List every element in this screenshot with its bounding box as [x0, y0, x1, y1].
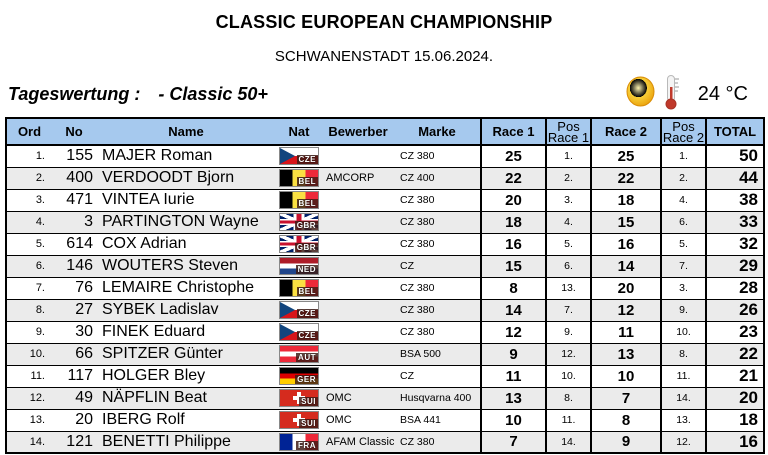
weather-info — [625, 74, 748, 115]
race2-points-cell: 11 — [591, 321, 661, 343]
race1-pos-cell: 6. — [546, 255, 591, 277]
flag-label: GBR — [296, 242, 316, 252]
race1-pos-cell: 8. — [546, 387, 591, 409]
nat-cell — [276, 167, 322, 189]
flag-icon — [279, 257, 319, 275]
race1-points-cell: 15 — [481, 255, 546, 277]
race1-points-cell: 10 — [481, 409, 546, 431]
flag-icon — [279, 147, 319, 165]
ord-cell: 12. — [29, 392, 45, 404]
rider-name-cell: LEMAIRE Christophe — [102, 279, 255, 296]
flag-icon — [279, 279, 319, 297]
no-cell: 76 — [75, 279, 93, 296]
table-row — [6, 211, 764, 233]
total-points-cell: 38 — [706, 189, 764, 211]
race2-points-cell: 16 — [591, 233, 661, 255]
table-row — [6, 233, 764, 255]
results-table — [5, 117, 765, 454]
ord-cell: 2. — [35, 172, 45, 184]
class-name: - Classic 50+ — [158, 83, 268, 104]
flag-triangle — [280, 148, 295, 164]
rider-name-cell: MAJER Roman — [102, 147, 213, 165]
race2-pos-cell: 5. — [661, 233, 706, 255]
section-header — [8, 78, 748, 110]
race1-points-cell: 13 — [481, 387, 546, 409]
pos2-header-line2: Race 2 — [662, 129, 705, 145]
col-header-race1: Race 1 — [481, 118, 546, 145]
col-header-bewerber: Bewerber — [322, 118, 394, 145]
marke-cell: BSA 441 — [400, 414, 441, 426]
total-points-cell: 32 — [706, 233, 764, 255]
marke-cell: CZ — [400, 370, 414, 382]
flag-label: AUT — [298, 352, 316, 362]
flag-label: SUI — [301, 396, 316, 406]
bewerber-cell: AMCORP — [326, 172, 375, 184]
race1-points-cell: 11 — [481, 365, 546, 387]
flag-label: FRA — [298, 440, 316, 450]
pos1-header-line2: Race 1 — [547, 129, 590, 145]
race2-points-cell: 8 — [591, 409, 661, 431]
race1-points-cell: 22 — [481, 167, 546, 189]
race1-pos-cell: 13. — [546, 277, 591, 299]
bewerber-cell: OMC — [326, 414, 352, 426]
col-header-name: Name — [96, 118, 276, 145]
race2-points-cell: 7 — [591, 387, 661, 409]
flag-icon — [279, 169, 319, 187]
flag-triangle — [280, 302, 295, 318]
no-cell: 146 — [66, 257, 93, 274]
nat-cell — [276, 321, 322, 343]
race2-pos-cell: 11. — [661, 365, 706, 387]
total-points-cell: 20 — [706, 387, 764, 409]
race1-pos-cell: 4. — [546, 211, 591, 233]
total-points-cell: 44 — [706, 167, 764, 189]
ord-cell: 5. — [35, 238, 45, 250]
nat-cell — [276, 387, 322, 409]
ord-cell: 9. — [35, 326, 45, 338]
ord-cell: 11. — [30, 370, 45, 382]
table-row — [6, 321, 764, 343]
flag-label: BEL — [298, 198, 316, 208]
marke-cell: CZ 380 — [400, 326, 435, 338]
marke-cell: CZ 380 — [400, 282, 435, 294]
no-cell: 400 — [66, 169, 93, 186]
table-row — [6, 167, 764, 189]
flag-label: CZE — [298, 155, 316, 165]
rider-name-cell: NÄPFLIN Beat — [102, 389, 207, 406]
race1-points-cell: 12 — [481, 321, 546, 343]
ord-cell: 10. — [29, 348, 45, 360]
pos2-header-line1: Pos — [672, 118, 695, 134]
nat-cell — [276, 255, 322, 277]
race2-points-cell: 22 — [591, 167, 661, 189]
col-header-ord: Ord — [6, 118, 52, 145]
no-cell: 20 — [75, 411, 93, 428]
race2-points-cell: 25 — [591, 145, 661, 167]
flag-label: GBR — [296, 220, 316, 230]
nat-cell — [276, 277, 322, 299]
rider-name-cell: IBERG Rolf — [102, 411, 185, 428]
total-points-cell: 22 — [706, 343, 764, 365]
no-cell: 614 — [66, 235, 93, 252]
nat-cell — [276, 233, 322, 255]
table-row — [6, 387, 764, 409]
race1-pos-cell: 10. — [546, 365, 591, 387]
total-points-cell: 29 — [706, 255, 764, 277]
race1-points-cell: 25 — [481, 145, 546, 167]
race2-pos-cell: 9. — [661, 299, 706, 321]
bewerber-cell — [322, 255, 394, 277]
table-row — [6, 409, 764, 431]
rider-name-cell: BENETTI Philippe — [102, 432, 231, 450]
no-cell: 66 — [75, 345, 93, 362]
no-cell: 121 — [66, 432, 93, 450]
ord-cell: 4. — [35, 216, 45, 228]
table-header-row — [6, 118, 764, 145]
flag-label: CZE — [298, 330, 316, 340]
bewerber-cell — [322, 277, 394, 299]
temperature-value: 24 °C — [697, 82, 748, 105]
race2-pos-cell: 14. — [661, 387, 706, 409]
marke-cell: CZ — [400, 260, 414, 272]
rider-name-cell: HOLGER Bley — [102, 367, 206, 384]
table-row — [6, 365, 764, 387]
marke-cell: CZ 380 — [400, 435, 435, 448]
flag-icon — [279, 433, 319, 451]
rider-name-cell: SYBEK Ladislav — [102, 301, 219, 318]
ord-cell: 3. — [35, 194, 45, 206]
col-header-no: No — [52, 118, 96, 145]
bewerber-cell: AFAM Classic — [326, 435, 394, 448]
no-cell: 49 — [75, 389, 93, 406]
rider-name-cell: PARTINGTON Wayne — [102, 213, 259, 230]
race2-points-cell: 13 — [591, 343, 661, 365]
col-header-race2: Race 2 — [591, 118, 661, 145]
table-row — [6, 431, 764, 453]
marke-cell: CZ 380 — [400, 238, 435, 250]
race1-pos-cell: 12. — [546, 343, 591, 365]
race2-pos-cell: 10. — [661, 321, 706, 343]
total-points-cell: 26 — [706, 299, 764, 321]
race2-points-cell: 9 — [591, 431, 661, 453]
ord-cell: 7. — [35, 282, 45, 294]
col-header-pos-race2 — [661, 118, 706, 145]
table-row — [6, 145, 764, 167]
race2-pos-cell: 8. — [661, 343, 706, 365]
flag-icon — [279, 213, 319, 231]
thermometer-icon — [662, 74, 682, 115]
marke-cell: CZ 380 — [400, 150, 435, 163]
race1-pos-cell: 5. — [546, 233, 591, 255]
flag-icon — [279, 345, 319, 363]
total-points-cell: 28 — [706, 277, 764, 299]
rider-name-cell: COX Adrian — [102, 235, 187, 252]
rider-name-cell: FINEK Eduard — [102, 323, 206, 340]
ord-cell: 6. — [35, 260, 45, 272]
flag-icon — [279, 411, 319, 429]
nat-cell — [276, 343, 322, 365]
race1-pos-cell: 14. — [546, 431, 591, 453]
flag-icon — [279, 389, 319, 407]
total-points-cell: 50 — [706, 145, 764, 167]
total-points-cell: 18 — [706, 409, 764, 431]
section-label: Tageswertung : — [8, 83, 141, 104]
total-points-cell: 21 — [706, 365, 764, 387]
race1-pos-cell: 7. — [546, 299, 591, 321]
marke-cell: CZ 400 — [400, 172, 435, 184]
col-header-nat: Nat — [276, 118, 322, 145]
flag-triangle — [280, 324, 295, 340]
no-cell: 27 — [75, 301, 93, 318]
flag-label: GER — [297, 374, 316, 384]
rider-name-cell: WOUTERS Steven — [102, 257, 239, 274]
table-row — [6, 343, 764, 365]
ord-cell: 1. — [35, 150, 45, 163]
race2-pos-cell: 7. — [661, 255, 706, 277]
nat-cell — [276, 409, 322, 431]
flag-label: SUI — [301, 418, 316, 428]
page-title: CLASSIC EUROPEAN CHAMPIONSHIP — [215, 12, 553, 32]
race2-pos-cell: 1. — [661, 145, 706, 167]
flag-label: BEL — [298, 176, 316, 186]
total-points-cell: 33 — [706, 211, 764, 233]
total-points-cell: 16 — [706, 431, 764, 453]
table-row — [6, 299, 764, 321]
flag-icon — [279, 323, 319, 341]
no-cell: 155 — [66, 147, 93, 165]
marke-cell: CZ 380 — [400, 194, 435, 206]
race2-points-cell: 14 — [591, 255, 661, 277]
table-row — [6, 189, 764, 211]
col-header-pos-race1 — [546, 118, 591, 145]
marke-cell: CZ 380 — [400, 304, 435, 316]
race1-points-cell: 20 — [481, 189, 546, 211]
bewerber-cell — [322, 211, 394, 233]
race2-points-cell: 20 — [591, 277, 661, 299]
race2-points-cell: 18 — [591, 189, 661, 211]
no-cell: 471 — [66, 191, 93, 208]
col-header-total: TOTAL — [706, 118, 764, 145]
bewerber-cell: OMC — [326, 392, 352, 404]
flag-icon — [279, 191, 319, 209]
nat-cell — [276, 299, 322, 321]
race2-points-cell: 10 — [591, 365, 661, 387]
rider-name-cell: SPITZER Günter — [102, 345, 223, 362]
race1-pos-cell: 2. — [546, 167, 591, 189]
ord-cell: 14. — [29, 435, 45, 448]
nat-cell — [276, 145, 322, 167]
race1-points-cell: 9 — [481, 343, 546, 365]
pos1-header-line1: Pos — [557, 118, 580, 134]
no-cell: 3 — [84, 213, 93, 230]
bewerber-cell — [322, 145, 394, 167]
flag-icon — [279, 301, 319, 319]
race2-pos-cell: 12. — [661, 431, 706, 453]
no-cell: 117 — [67, 367, 93, 384]
table-row — [6, 255, 764, 277]
race1-pos-cell: 9. — [546, 321, 591, 343]
race1-pos-cell: 11. — [546, 409, 591, 431]
race2-pos-cell: 2. — [661, 167, 706, 189]
nat-cell — [276, 189, 322, 211]
table-row — [6, 277, 764, 299]
flag-label: CZE — [298, 308, 316, 318]
bewerber-cell — [322, 365, 394, 387]
race2-pos-cell: 4. — [661, 189, 706, 211]
bewerber-cell — [322, 233, 394, 255]
race2-points-cell: 15 — [591, 211, 661, 233]
race1-pos-cell: 3. — [546, 189, 591, 211]
race2-points-cell: 12 — [591, 299, 661, 321]
no-cell: 30 — [75, 323, 93, 340]
flag-label: NED — [297, 264, 316, 274]
nat-cell — [276, 365, 322, 387]
bewerber-cell — [322, 299, 394, 321]
bewerber-cell — [322, 321, 394, 343]
flag-icon — [279, 367, 319, 385]
race2-pos-cell: 13. — [661, 409, 706, 431]
total-points-cell: 23 — [706, 321, 764, 343]
marke-cell: Husqvarna 400 — [400, 392, 472, 404]
rider-name-cell: VERDOODT Bjorn — [102, 169, 235, 186]
flag-label: BEL — [298, 286, 316, 296]
race1-pos-cell: 1. — [546, 145, 591, 167]
marke-cell: BSA 500 — [400, 348, 441, 360]
ord-cell: 13. — [29, 414, 45, 426]
race2-pos-cell: 3. — [661, 277, 706, 299]
event-location-date: SCHWANENSTADT 15.06.2024. — [274, 48, 494, 65]
flag-icon — [279, 235, 319, 253]
bewerber-cell — [322, 189, 394, 211]
col-header-marke: Marke — [394, 118, 481, 145]
race1-points-cell: 8 — [481, 277, 546, 299]
race1-points-cell: 7 — [481, 431, 546, 453]
marke-cell: CZ 380 — [400, 216, 435, 228]
rider-name-cell: VINTEA Iurie — [102, 191, 195, 208]
race1-points-cell: 18 — [481, 211, 546, 233]
race1-points-cell: 16 — [481, 233, 546, 255]
race2-pos-cell: 6. — [661, 211, 706, 233]
nat-cell — [276, 211, 322, 233]
race1-points-cell: 14 — [481, 299, 546, 321]
ord-cell: 8. — [35, 304, 45, 316]
bewerber-cell — [322, 343, 394, 365]
nat-cell — [276, 431, 322, 453]
sun-icon — [625, 76, 656, 112]
